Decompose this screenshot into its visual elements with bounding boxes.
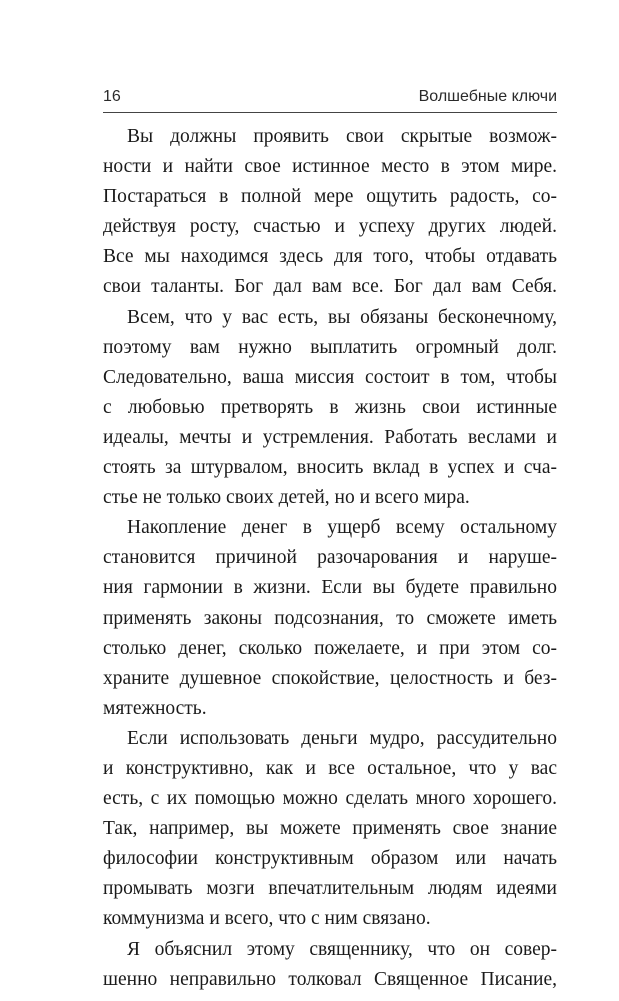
page-number: 16 bbox=[103, 88, 121, 105]
text-line: идеалы, мечты и устремления. Работать веслами и bbox=[103, 426, 557, 448]
text-line: с любовью претворять в жизнь свои истинные bbox=[103, 396, 557, 418]
text-line: промывать мозги впечатлительным людям идеями bbox=[103, 878, 557, 900]
text-line: стье не только своих детей, но и всего мира. bbox=[103, 487, 470, 509]
text-line: Накопление денег в ущерб всему остальному bbox=[127, 517, 557, 539]
paragraph-5 bbox=[103, 935, 557, 995]
text-line: философии конструктивным образом или начать bbox=[103, 848, 557, 870]
text-line: стоять за штурвалом, вносить вклад в успех и сча- bbox=[103, 457, 557, 479]
text-line: становится причиной разочарования и наруше- bbox=[103, 547, 557, 569]
text-line: Постараться в полной мере ощутить радость, со- bbox=[103, 186, 557, 208]
text-line: есть, с их помощью можно сделать много хорошего. bbox=[103, 788, 557, 810]
text-line: столько денег, сколько пожелаете, и при этом со- bbox=[103, 637, 557, 659]
text-line: поэтому вам нужно выплатить огромный долг. bbox=[103, 336, 557, 358]
running-head bbox=[103, 88, 557, 110]
text-line: Если использовать деньги мудро, рассудительно bbox=[127, 727, 557, 749]
text-line: Так, например, вы можете применять свое знание bbox=[103, 818, 557, 840]
text-line: применять законы подсознания, то сможете иметь bbox=[103, 607, 557, 629]
paragraph-1 bbox=[103, 122, 557, 303]
text-line: мятежность. bbox=[103, 697, 207, 719]
paragraph-2 bbox=[103, 303, 557, 514]
text-line: и конструктивно, как и все остальное, что у вас bbox=[103, 757, 557, 779]
running-title: Волшебные ключи bbox=[418, 88, 557, 105]
text-line: Всем, что у вас есть, вы обязаны бесконечному, bbox=[127, 306, 557, 328]
text-line: Следовательно, ваша миссия состоит в том, чтобы bbox=[103, 366, 557, 388]
text-line: Я объяснил этому священнику, что он совер- bbox=[127, 938, 557, 960]
body-text bbox=[103, 122, 557, 995]
text-line: шенно неправильно толковал Священное Писание, bbox=[103, 968, 557, 990]
text-line: ния гармонии в жизни. Если вы будете правильно bbox=[103, 577, 557, 599]
text-line: храните душевное спокойствие, целостность и без- bbox=[103, 667, 557, 689]
text-line: Все мы находимся здесь для того, чтобы отдавать bbox=[103, 246, 557, 268]
paragraph-3 bbox=[103, 513, 557, 724]
text-line: свои таланты. Бог дал вам все. Бог дал вам Себя. bbox=[103, 276, 557, 298]
text-line: действуя росту, счастью и успеху других людей. bbox=[103, 216, 557, 238]
text-line: ности и найти свое истинное место в этом мире. bbox=[103, 156, 557, 178]
text-line: Вы должны проявить свои скрытые возмож- bbox=[127, 126, 557, 147]
paragraph-4 bbox=[103, 724, 557, 935]
text-line: коммунизма и всего, что с ним связано. bbox=[103, 908, 431, 930]
header-rule bbox=[103, 112, 557, 113]
